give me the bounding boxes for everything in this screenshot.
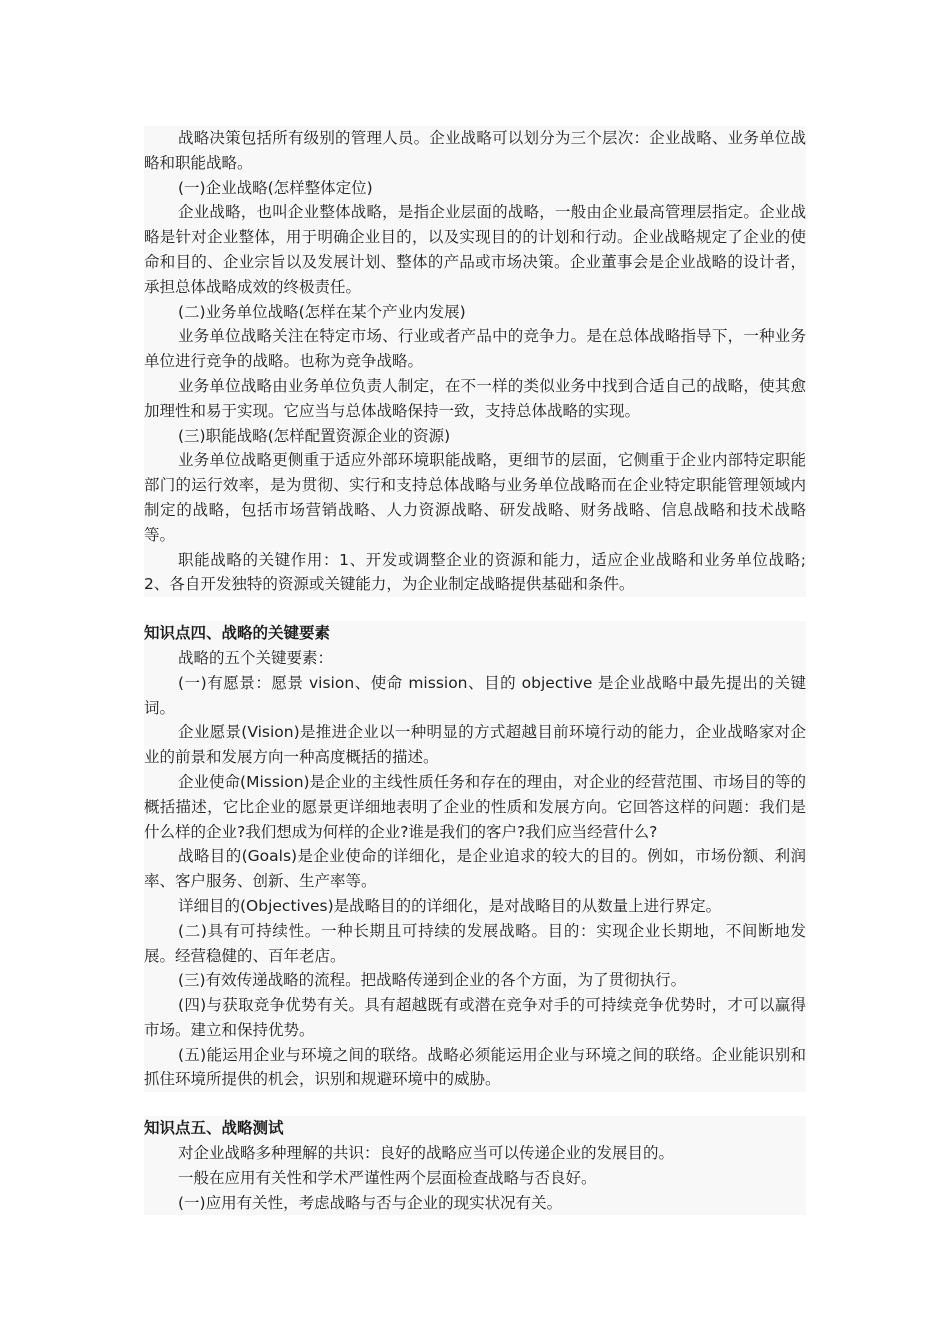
paragraph: (二)具有可持续性。一种长期且可持续的发展战略。目的：实现企业长期地，不间断地发展。经营稳健的、百年老店。 [144, 921, 806, 965]
subheading-corporate-strategy: (一)企业战略(怎样整体定位) [178, 178, 373, 197]
subheading-business-unit-strategy: (二)业务单位战略(怎样在某个产业内发展) [178, 302, 466, 321]
document-body [144, 126, 806, 1215]
paragraph: 一般在应用有关性和学术严谨性两个层面检查战略与否良好。 [178, 1168, 597, 1187]
paragraph: 企业战略，也叫企业整体战略，是指企业层面的战略，一般由企业最高管理层指定。企业战略是针对企业整体，用于明确企业目的，以及实现目的的计划和行动。企业战略规定了企业的使命和目的、企业宗旨以及发展计划、整体的产品或市场决策。企业董事会是企业战略的设计者，承担总体战略成效的终极责任。 [144, 203, 806, 296]
paragraph: 详细目的(Objectives)是战略目的的详细化，是对战略目的从数量上进行界定。 [178, 896, 722, 915]
paragraph: 企业使命(Mission)是企业的主线性质任务和存在的理由，对企业的经营范围、市场目的等的概括描述，它比企业的愿景更详细地表明了企业的性质和发展方向。它回答这样的问题：我们是什么样的企业?我们想成为何样的企业?谁是我们的客户?我们应当经营什么? [144, 772, 806, 841]
section-heading: 知识点五、战略测试 [144, 1119, 284, 1138]
paragraph: (三)有效传递战略的流程。把战略传递到企业的各个方面，为了贯彻执行。 [178, 971, 687, 990]
paragraph: (五)能运用企业与环境之间的联络。战略必须能运用企业与环境之间的联络。企业能识别和抓住环境所提供的机会，识别和规避环境中的威胁。 [144, 1045, 806, 1089]
paragraph: 业务单位战略更侧重于适应外部环境职能战略，更细节的层面，它侧重于企业内部特定职能部门的运行效率，是为贯彻、实行和支持总体战略与业务单位战略而在企业特定职能管理领域内制定的战略，包括市场营销战略、人力资源战略、研发战略、财务战略、信息战略和技术战略等。 [144, 451, 806, 544]
paragraph: 战略目的(Goals)是企业使命的详细化，是企业追求的较大的目的。例如，市场份额、利润率、客户服务、创新、生产率等。 [144, 847, 806, 891]
section-strategy-test [144, 1116, 806, 1215]
paragraph: 战略决策包括所有级别的管理人员。企业战略可以划分为三个层次：企业战略、业务单位战略和职能战略。 [144, 129, 806, 172]
paragraph: 战略的五个关键要素： [178, 648, 334, 667]
paragraph: (四)与获取竞争优势有关。具有超越既有或潜在竞争对手的可持续竞争优势时，才可以赢得市场。建立和保持优势。 [144, 996, 806, 1039]
paragraph: (一)有愿景：愿景 vision、使命 mission、目的 objective 是企业战略中最先提出的关键词。 [144, 673, 806, 717]
spacer [144, 1092, 806, 1116]
paragraph: 企业愿景(Vision)是推进企业以一种明显的方式超越目前环境行动的能力，企业战略家对企业的前景和发展方向一种高度概括的描述。 [144, 723, 806, 767]
paragraph: 对企业战略多种理解的共识：良好的战略应当可以传递企业的发展目的。 [178, 1144, 675, 1163]
paragraph: 职能战略的关键作用：1、开发或调整企业的资源和能力，适应企业战略和业务单位战略;2、各自开发独特的资源或关键能力，为企业制定战略提供基础和条件。 [144, 550, 806, 594]
paragraph: (一)应用有关性，考虑战略与否与企业的现实状况有关。 [178, 1193, 563, 1212]
section-key-elements [144, 621, 806, 1092]
subheading-functional-strategy: (三)职能战略(怎样配置资源企业的资源) [178, 426, 451, 445]
section-intro [144, 126, 806, 597]
spacer [144, 597, 806, 621]
section-heading: 知识点四、战略的关键要素 [144, 624, 331, 643]
paragraph: 业务单位战略关注在特定市场、行业或者产品中的竞争力。是在总体战略指导下，一种业务单位进行竞争的战略。也称为竞争战略。 [144, 327, 806, 371]
paragraph: 业务单位战略由业务单位负责人制定，在不一样的类似业务中找到合适自己的战略，使其愈加理性和易于实现。它应当与总体战略保持一致，支持总体战略的实现。 [144, 376, 806, 420]
